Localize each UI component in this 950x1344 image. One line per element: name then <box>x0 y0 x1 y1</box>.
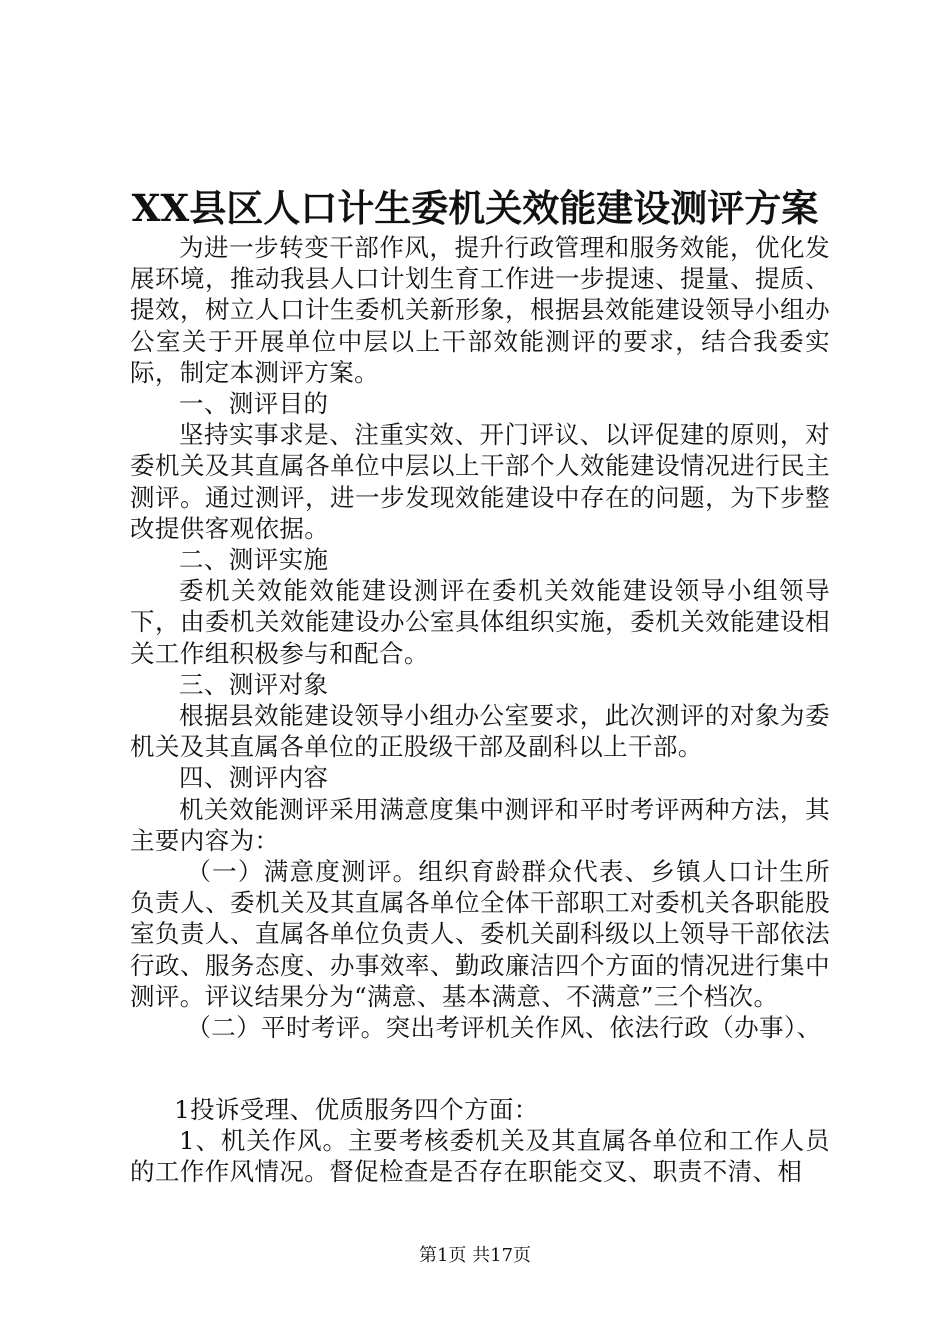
intro-paragraph: 为进一步转变干部作风，提升行政管理和服务效能，优化发展环境，推动我县人口计划生育工作进一步提速、提量、提质、提效，树立人口计生委机关新形象，根据县效能建设领导小组办公室关于开展单位中层以上干部效能测评的要求，结合我委实际，制定本测评方案。 <box>130 233 830 387</box>
document-body <box>130 232 830 1043</box>
document-title: XX县区人口计生委机关效能建设测评方案 <box>131 186 819 230</box>
document-body-continued <box>130 1094 830 1188</box>
continuation-line: 1投诉受理、优质服务四个方面： <box>174 1095 539 1124</box>
section-body-purpose: 坚持实事求是、注重实效、开门评议、以评促建的原则，对委机关及其直属各单位中层以上干部个人效能建设情况进行民主测评。通过测评，进一步发现效能建设中存在的问题，为下步整改提供客观依据。 <box>130 420 830 543</box>
section-body-implementation: 委机关效能效能建设测评在委机关效能建设领导小组领导下，由委机关效能建设办公室具体组织实施，委机关效能建设相关工作组积极参与和配合。 <box>130 576 830 668</box>
item-satisfaction-survey: （一）满意度测评。组织育龄群众代表、乡镇人口计生所负责人、委机关及其直属各单位全体干部职工对委机关各职能股室负责人、直属各单位负责人、委机关副科级以上领导干部依法行政、服务态度、办事效率、勤政廉洁四个方面的情况进行集中测评。评议结果分为“满意、基本满意、不满意”三个档次。 <box>130 857 830 1011</box>
section-heading-purpose: 一、测评目的 <box>179 389 329 419</box>
section-body-targets: 根据县效能建设领导小组办公室要求，此次测评的对象为委机关及其直属各单位的正股级干部及副科以上干部。 <box>130 701 830 762</box>
section-heading-content: 四、测评内容 <box>179 763 329 793</box>
section-heading-implementation: 二、测评实施 <box>179 545 329 575</box>
section-heading-targets: 三、测评对象 <box>179 669 329 699</box>
page-number: 第1页 共17页 <box>418 1245 532 1266</box>
section-body-content: 机关效能测评采用满意度集中测评和平时考评两种方法，其主要内容为： <box>130 794 830 855</box>
item-work-style: 1、机关作风。主要考核委机关及其直属各单位和工作人员的工作作风情况。督促检查是否存在职能交叉、职责不清、相 <box>130 1126 830 1187</box>
item-routine-evaluation: （二）平时考评。突出考评机关作风、依法行政（办事）、 <box>186 1013 822 1043</box>
